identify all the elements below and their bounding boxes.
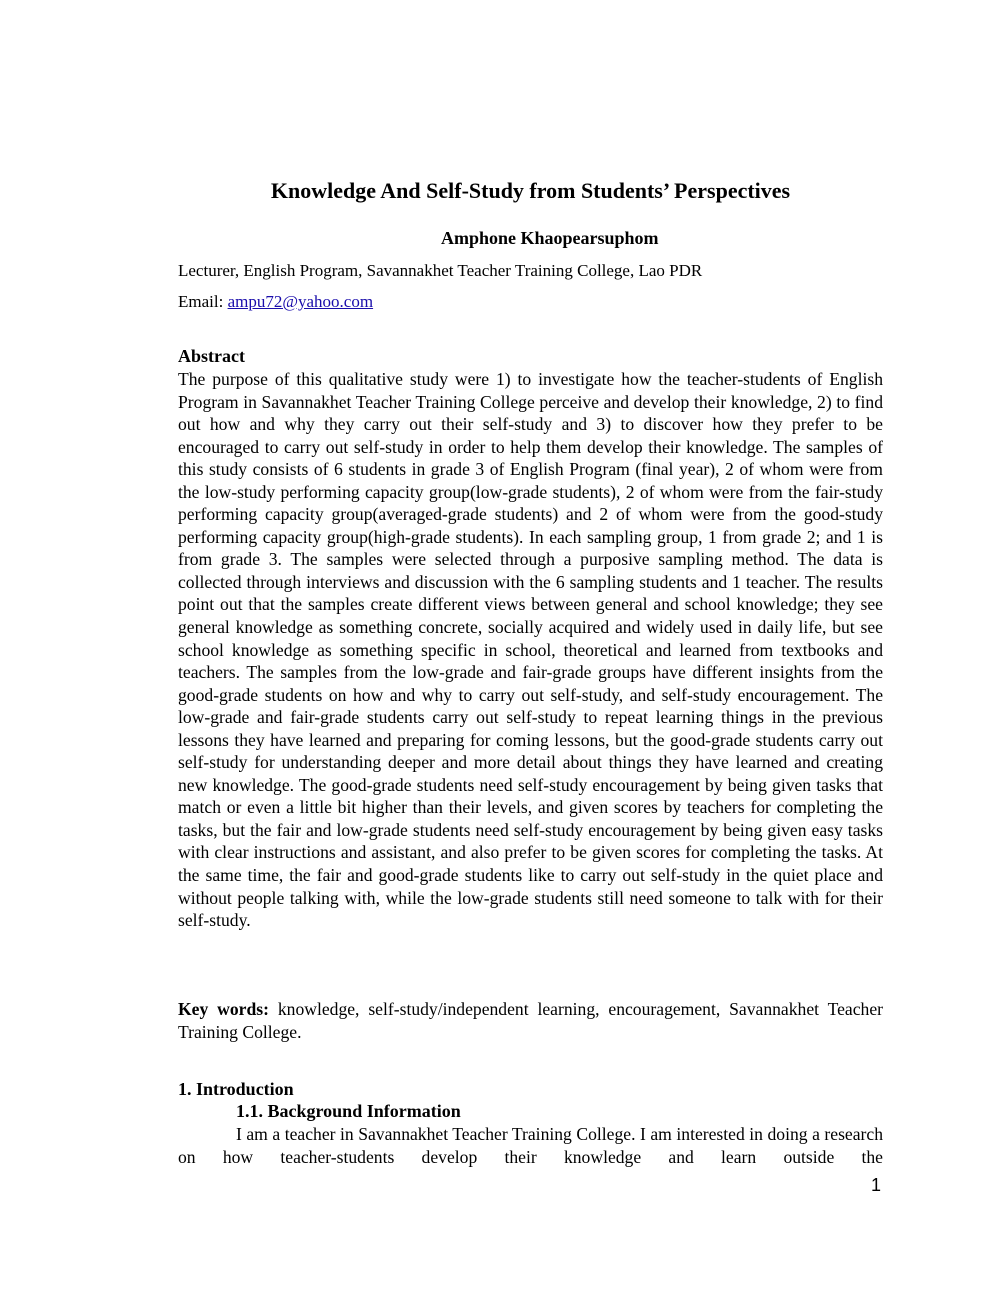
introduction-text: I am a teacher in Savannakhet Teacher Training College. I am interested in doing a research on how teacher-students develop their knowledge and learn outside the [178,1124,883,1167]
keywords-text: knowledge, self-study/independent learning, encouragement, Savannakhet Teacher Training College. [178,999,883,1042]
paper-title: Knowledge And Self-Study from Students’ Perspectives [270,178,791,203]
abstract-text: The purpose of this qualitative study were 1) to investigate how the teacher-students of English Program in Savannakhet Teacher Training College perceive and develop their knowledge, 2) to find out how and why they carry out their self-study and 3) to discover how they prefer to be encouraged to carry out self-study in order to help them develop their knowledge. The samples of this study consists of 6 students in grade 3 of English Program (final year), 2 of whom were from the low-study performing capacity group(low-grade students), 2 of whom were from the fair-study performing capacity group(averaged-grade students) and 2 of whom were from the good-study performing capacity group(high-grade students). In each sampling group, 1 from grade 2; and 1 is from grade 3. The samples were selected through a purposive sampling method. The data is collected through interviews and discussion with the 6 sampling students and 1 teacher. The results point out that the samples create different views between general and school knowledge; they see general knowledge as something concrete, socially acquired and widely used in daily life, but see school knowledge as something specific in school, theoretical and learned from textbooks and teachers. The samples from the low-grade and fair-grade groups have different insights from the good-grade students on how and why to carry out self-study, and self-study encouragement. The low-grade and fair-grade students carry out self-study to repeat learning things in the previous lessons they have learned and preparing for coming lessons, but the good-grade students carry out self-study for understanding deeper and more detail about things they have learned and creating new knowledge. The good-grade students need self-study encouragement by being given tasks that match or even a little bit higher than their levels, and given scores by teachers for completing the tasks, but the fair and low-grade students need self-study encouragement by being given easy tasks with clear instructions and assistant, and also prefer to be given scores for completing the tasks. At the same time, the fair and good-grade students like to carry out self-study in the quiet place and without people talking with, while the low-grade students still need someone to talk with for their self-study. [178,369,883,931]
subsection-heading-background: 1.1. Background Information [236,1101,461,1121]
keywords-paragraph [178,998,883,1043]
email-link[interactable]: ampu72@yahoo.com [227,292,374,311]
section-heading-introduction: 1. Introduction [178,1079,294,1099]
email-line [178,292,373,312]
author-name: Amphone Khaopearsuphom [441,228,659,248]
keywords-label: Key words: [178,999,269,1019]
page-number: 1 [871,1175,882,1195]
email-label: Email: [178,292,228,311]
author-affiliation: Lecturer, English Program, Savannakhet Teacher Training College, Lao PDR [178,261,703,280]
abstract-heading: Abstract [178,346,245,366]
